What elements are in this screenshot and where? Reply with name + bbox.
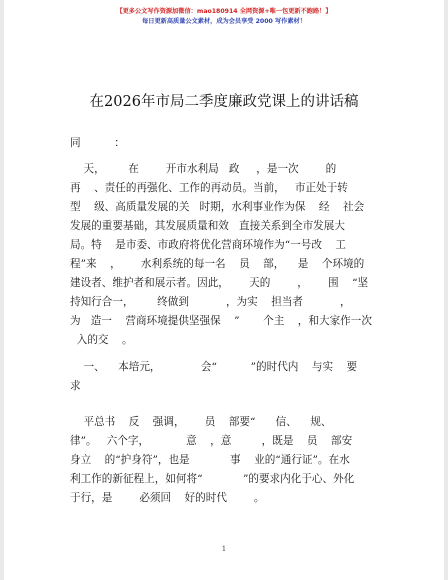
body-line: 建设者、维护者和展示者。因此， 天的 ， 围 “坚 bbox=[70, 277, 369, 289]
body-line: 局。特 是市委、市政府将优化营商环境作为“一号改 工 bbox=[70, 239, 347, 251]
page-number: 1 bbox=[221, 545, 227, 553]
body-line: 于行，是 必须回 好的时代 。 bbox=[70, 492, 265, 504]
body-line: 持知行合一， 终做到 ，为实 担当者 ， bbox=[70, 296, 351, 308]
body-line: 再 、责任的再强化、工作的再动员。当前， 市正处于转 bbox=[70, 182, 348, 194]
document-title: 在2026年市局二季度廉政党课上的讲话稿 bbox=[89, 94, 359, 110]
body-line: 天， 在 开市水利局 政 ，是一次 的 bbox=[70, 163, 337, 175]
body-line: 身立 的“护身符”，也是 事 业的“通行证”。在水 bbox=[70, 454, 350, 466]
body-line: 平总书 反 强调， 员 部要“ 信、 规、 bbox=[70, 416, 332, 428]
document-page bbox=[4, 0, 444, 580]
body-line: 为 造一 营商环境提供坚强保 ” 个主 ，和大家作一次 bbox=[70, 315, 372, 327]
body-line: 律”。 六个字， 意 ，意 ，既是 员 部安 bbox=[70, 435, 353, 447]
body-line: 型 级、高质量发展的关 时期，水利事业作为保 经 社会 bbox=[70, 201, 365, 213]
body-line: 求 bbox=[70, 380, 81, 392]
body-line: 同 ： bbox=[70, 137, 125, 149]
header-banner-line1: 【更多公文写作资源加微信：mao180914 全网资源+唯一包更新不跑路！】 bbox=[116, 8, 332, 15]
header-banner-line2: 每日更新高质量公文素材，成为会员享受 2000 写作素材！ bbox=[142, 18, 306, 25]
body-line: 发展的重要基础，其发展质量和效 直接关系到全市发展大 bbox=[70, 220, 345, 232]
body-line: 入的交 。 bbox=[70, 334, 133, 346]
body-line: 一、 本培元， 会“ ”的时代内 与实 要 bbox=[70, 361, 358, 373]
body-line: 利工作的新征程上，如何将“ ”的要求内化于心、外化 bbox=[70, 473, 355, 485]
body-line: 程”来 ， 水利系统的每一名 员 部， 是 个环境的 bbox=[70, 258, 365, 270]
